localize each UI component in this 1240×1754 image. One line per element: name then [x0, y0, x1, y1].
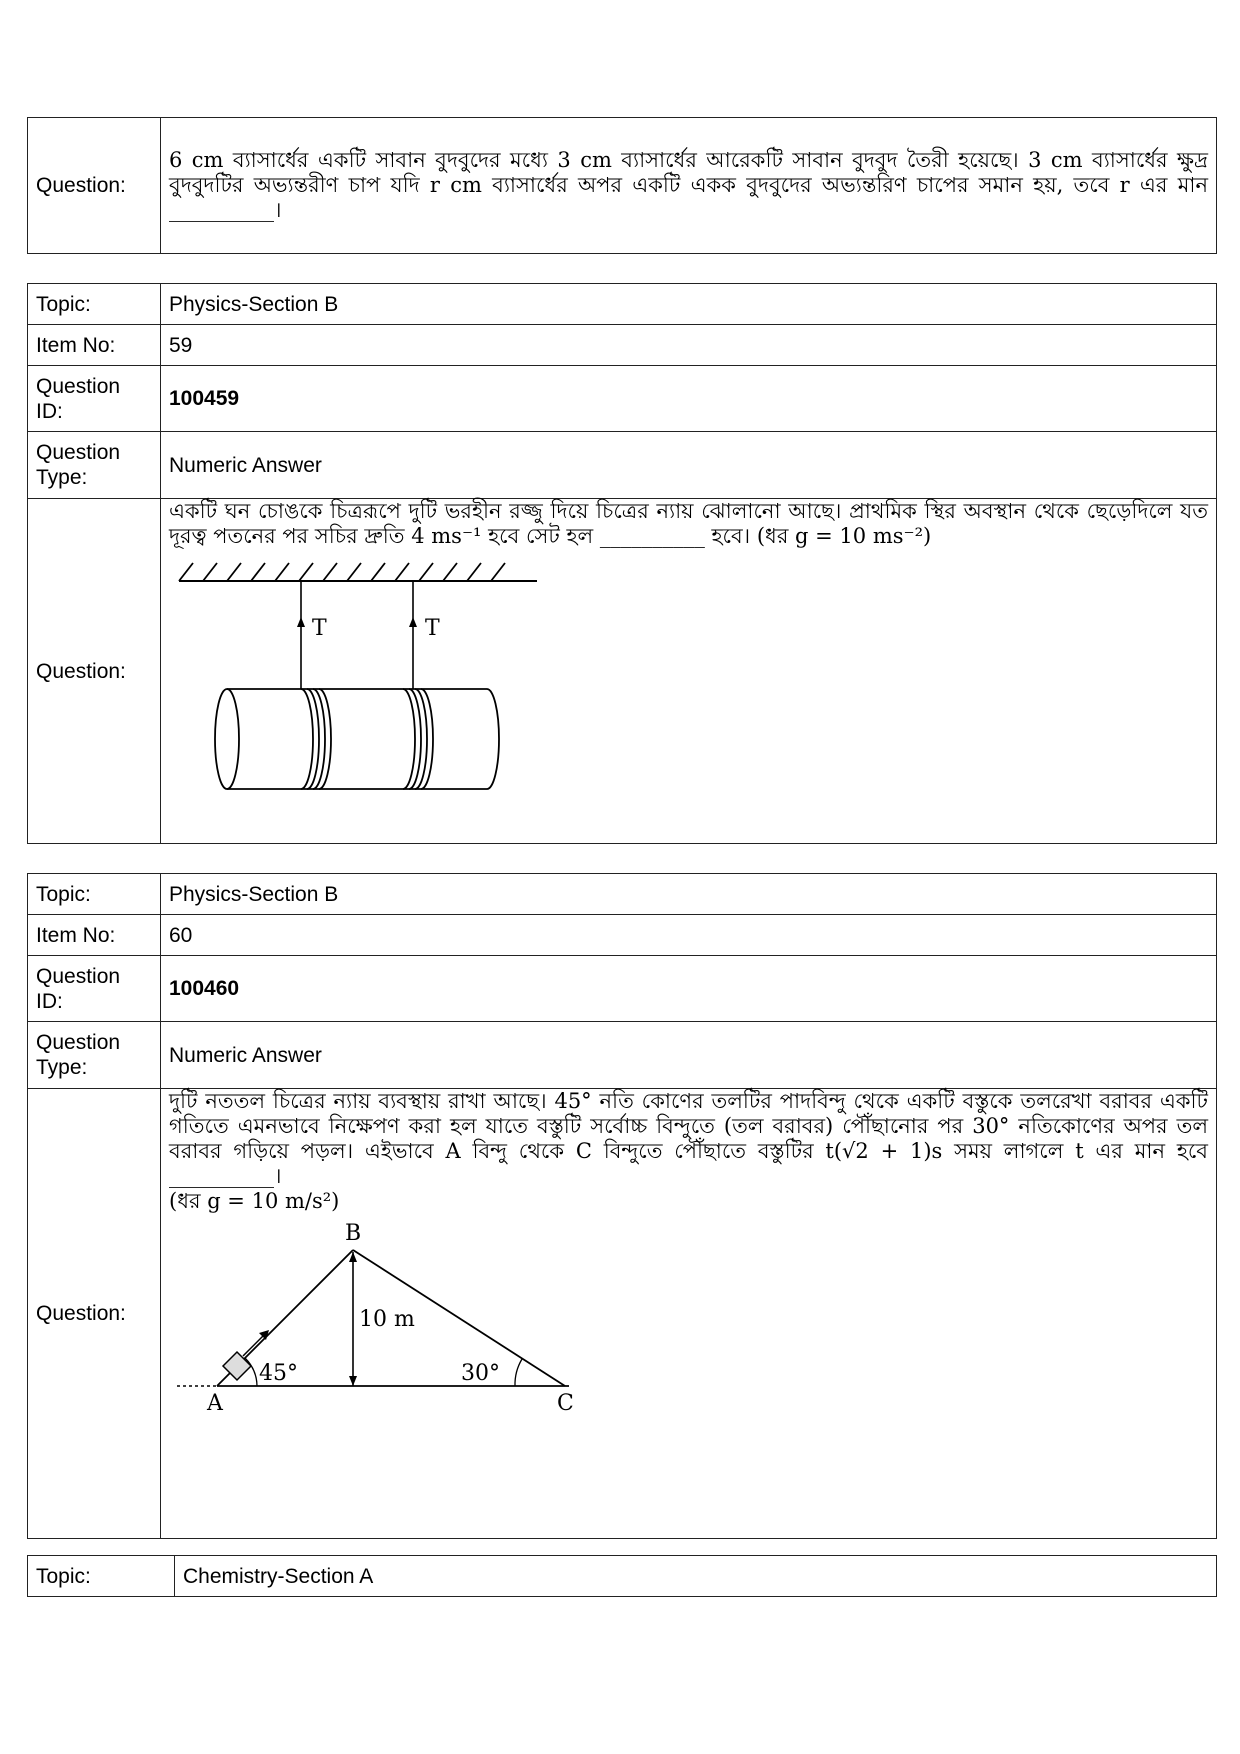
topic-label: Topic: — [28, 874, 161, 915]
question-label: Question: — [28, 1089, 161, 1539]
question-type-label: Question Type: — [28, 1022, 161, 1089]
item-no-value: 59 — [161, 325, 1217, 366]
question-id-value: 100459 — [161, 366, 1217, 432]
topic-value: Physics-Section B — [161, 874, 1217, 915]
question-text: 6 cm ব্যাসার্ধের একটি সাবান বুদবুদের মধ্যে 3 cm ব্যাসার্ধের আরেকটি সাবান বুদবুদ তৈরী হয়েছে। 3 cm ব্যাসার্ধের ক্ষুদ্র বুদবুদটির অভ্যন্তরীণ চাপ যদি r cm ব্যাসার্ধের অপর একটি একক বুদবুদের অভ্যন্তরিণ চাপের সমান হয়, তবে r এর মান __________। — [161, 118, 1217, 254]
item-no-label: Item No: — [28, 325, 161, 366]
question-id-label: Question ID: — [28, 366, 161, 432]
question-id-label: Question ID: — [28, 956, 161, 1022]
question-block-59 — [27, 283, 1217, 844]
question-type-value: Numeric Answer — [161, 1022, 1217, 1089]
item-no-value: 60 — [161, 915, 1217, 956]
ceiling-hatching — [179, 563, 505, 581]
question-block-61 — [27, 1555, 1217, 1597]
question-id-value: 100460 — [161, 956, 1217, 1022]
cylinder-figure — [169, 557, 529, 793]
incline-figure — [169, 1216, 574, 1416]
topic-label: Topic: — [28, 1556, 175, 1597]
point-b-label: B — [345, 1221, 362, 1246]
height-arrow-down-icon — [349, 1376, 357, 1386]
angle-45-label: 45° — [259, 1361, 298, 1386]
question-type-value: Numeric Answer — [161, 432, 1217, 499]
cylinder — [215, 689, 499, 789]
question-text: দুটি নততল চিত্রের ন্যায় ব্যবস্থায় রাখা আছে। 45° নতি কোণের তলটির পাদবিন্দু থেকে একটি বস্তুকে তলরেখা বরাবর একটি গতিতে এমনভাবে নিক্ষেপণ করা হল যাতে বস্তুটি সর্বোচ্চ বিন্দুতে (তল বরাবর) পৌঁছানোর পর 30° নতিকোণের অপর তল বরাবর গড়িয়ে পড়ল। এইভাবে A বিন্দু থেকে C বিন্দুতে পৌঁছাতে বস্তুটির t(√2 + 1)s সময় লাগলে t এর মান হবে __________। (ধর g = 10 m/s²) B A C 10 m 45° 30° — [161, 1089, 1217, 1539]
height-label: 10 m — [359, 1307, 415, 1332]
point-c-label: C — [557, 1391, 574, 1416]
angle-30-label: 30° — [461, 1361, 500, 1386]
topic-value: Physics-Section B — [161, 284, 1217, 325]
tension-arrow-left-icon — [297, 617, 305, 627]
point-a-label: A — [207, 1391, 223, 1416]
question-text: একটি ঘন চোঙকে চিত্ররূপে দুটি ভরহীন রজ্জু দিয়ে চিত্রের ন্যায় ঝোলানো আছে। প্রাথমিক স্থির অবস্থান থেকে ছেড়েদিলে যত দূরত্ব পতনের পর সচির দ্রুতি 4 ms⁻¹ হবে সেট হল __________ হবে। (ধর g = 10 ms⁻²) T T — [161, 499, 1217, 844]
question-label: Question: — [28, 499, 161, 844]
question-block-60 — [27, 873, 1217, 1539]
question-type-label: Question Type: — [28, 432, 161, 499]
tension-label-left: T — [312, 616, 327, 641]
topic-label: Topic: — [28, 284, 161, 325]
item-no-label: Item No: — [28, 915, 161, 956]
angle-arc-right — [515, 1359, 522, 1386]
topic-value: Chemistry-Section A — [175, 1556, 1217, 1597]
question-block-58 — [27, 117, 1217, 254]
tension-label-right: T — [425, 616, 440, 641]
tension-arrow-right-icon — [409, 617, 417, 627]
question-label: Question: — [28, 118, 161, 254]
given-value: (ধর g = 10 m/s²) — [169, 1189, 340, 1213]
